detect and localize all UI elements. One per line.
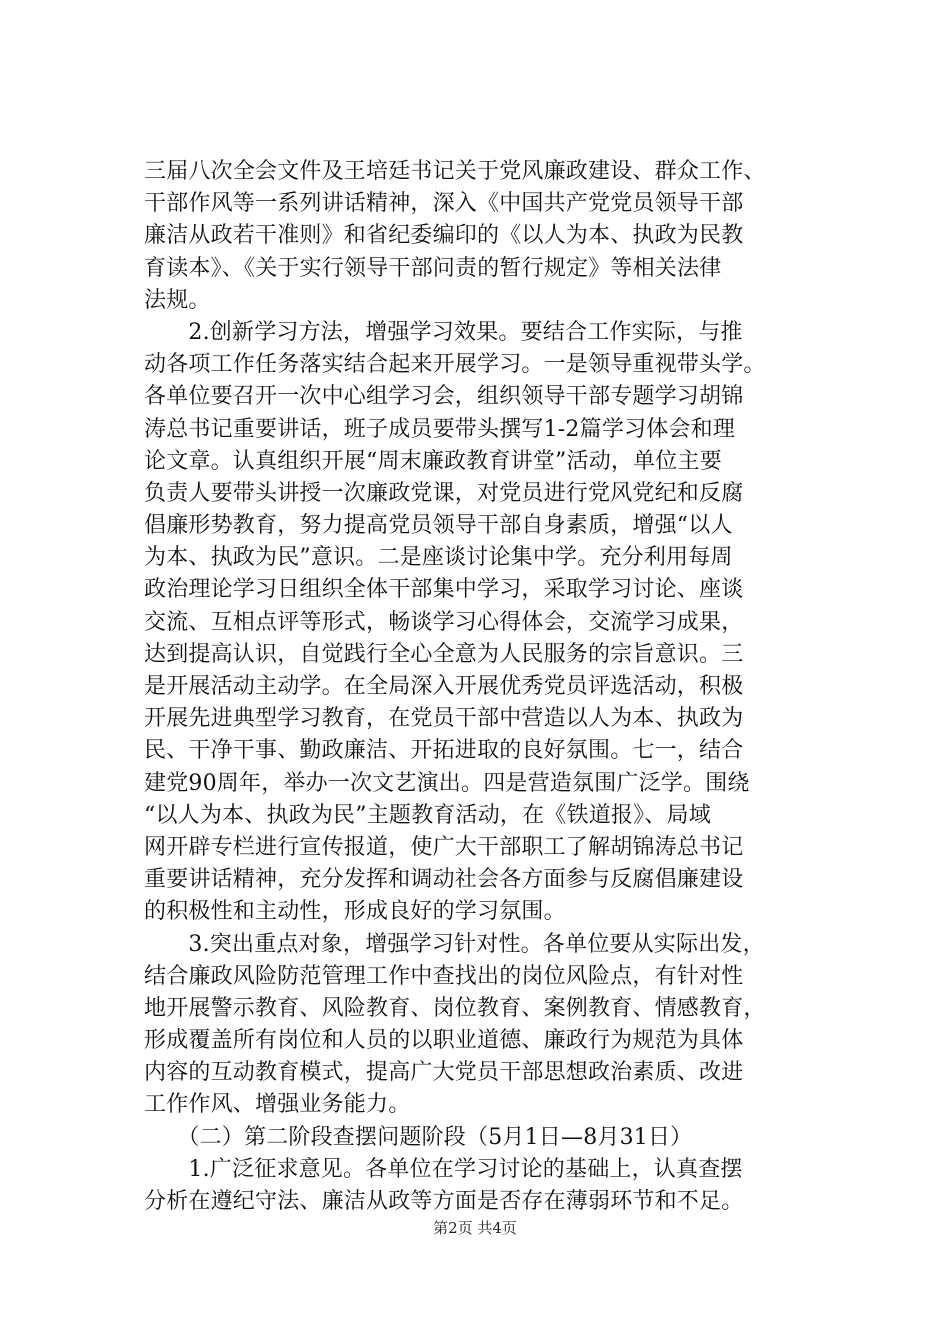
page-number-footer: 第2页 共4页	[433, 1219, 517, 1237]
text-line: 各单位要召开一次中心组学习会，组织领导干部专题学习胡锦	[144, 384, 744, 410]
section-heading: （二）第二阶段查摆问题阶段（5月1日—8月31日）	[144, 1124, 693, 1150]
text-line: 交流、互相点评等形式，畅谈学习心得体会，交流学习成果，	[144, 609, 744, 635]
text-line: 分析在遵纪守法、廉洁从政等方面是否存在薄弱环节和不足。	[144, 1189, 744, 1214]
text-line: 倡廉形势教育，努力提高党员领导干部自身素质，增强“以人	[144, 513, 733, 539]
text-line: “以人为本、执政为民”主题教育活动，在《铁道报》、局域	[144, 802, 711, 828]
text-line: 重要讲话精神，充分发挥和调动社会各方面参与反腐倡廉建设	[144, 867, 744, 893]
text-line: 涛总书记重要讲话，班子成员要带头撰写1-2篇学习体会和理	[144, 416, 736, 442]
document-body	[144, 156, 834, 1218]
text-line: 3.突出重点对象，增强学习针对性。各单位要从实际出发，	[144, 931, 765, 957]
text-line: 廉洁从政若干准则》和省纪委编印的《以人为本、执政为民教	[144, 223, 744, 249]
text-line: 形成覆盖所有岗位和人员的以职业道德、廉政行为规范为具体	[144, 1028, 744, 1054]
text-line: 开展先进典型学习教育，在党员干部中营造以人为本、执政为	[144, 706, 744, 732]
text-line: 工作作风、增强业务能力。	[144, 1092, 411, 1118]
text-line: 的积极性和主动性，形成良好的学习氛围。	[144, 899, 566, 925]
text-line: 政治理论学习日组织全体干部集中学习，采取学习讨论、座谈	[144, 577, 744, 603]
text-line: 负责人要带头讲授一次廉政党课，对党员进行党风党纪和反腐	[144, 480, 744, 506]
text-line: 建党90周年，举办一次文艺演出。四是营造氛围广泛学。围绕	[144, 770, 750, 796]
text-line: 1.广泛征求意见。各单位在学习讨论的基础上，认真查摆	[144, 1156, 743, 1182]
text-line: 内容的互动教育模式，提高广大党员干部思想政治素质、改进	[144, 1060, 744, 1086]
text-line: 法规。	[144, 287, 211, 313]
text-line: 干部作风等一系列讲话精神，深入《中国共产党党员领导干部	[144, 191, 744, 217]
text-line: 动各项工作任务落实结合起来开展学习。一是领导重视带头学。	[144, 352, 766, 378]
text-line: 网开辟专栏进行宣传报道，使广大干部职工了解胡锦涛总书记	[144, 834, 744, 860]
text-line: 论文章。认真组织开展“周末廉政教育讲堂”活动，单位主要	[144, 448, 722, 474]
text-line: 是开展活动主动学。在全局深入开展优秀党员评选活动，积极	[144, 674, 744, 699]
text-line: 为本、执政为民”意识。二是座谈讨论集中学。充分利用每周	[144, 545, 733, 571]
text-line: 三届八次全会文件及王培廷书记关于党风廉政建设、群众工作、	[144, 159, 766, 184]
text-line: 民、干净干事、勤政廉洁、开拓进取的良好氛围。七一，结合	[144, 738, 744, 764]
text-line: 2.创新学习方法，增强学习效果。要结合工作实际，与推	[144, 319, 743, 345]
text-line: 达到提高认识，自觉践行全心全意为人民服务的宗旨意识。三	[144, 641, 744, 667]
text-line: 结合廉政风险防范管理工作中查找出的岗位风险点，有针对性	[144, 963, 744, 989]
text-line: 育读本》、《关于实行领导干部问责的暂行规定》等相关法律	[144, 255, 722, 281]
text-line: 地开展警示教育、风险教育、岗位教育、案例教育、情感教育，	[144, 995, 766, 1021]
